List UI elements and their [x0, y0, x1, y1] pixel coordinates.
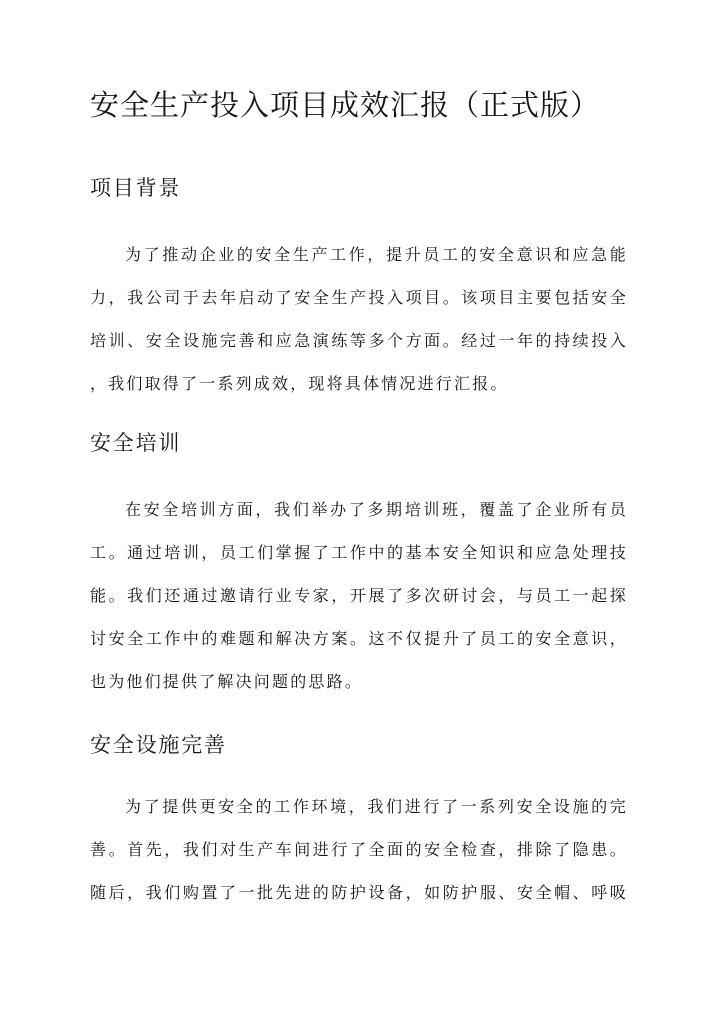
paragraph-safety-facilities	[90, 785, 628, 914]
paragraph-line: 培训、安全设施完善和应急演练等多个方面。经过一年的持续投入	[90, 331, 628, 350]
section-heading-safety-training: 安全培训	[90, 431, 182, 455]
paragraph-safety-training	[90, 488, 628, 703]
section-heading-safety-facilities: 安全设施完善	[90, 733, 227, 757]
paragraph-line: 能。我们还通过邀请行业专家，开展了多次研讨会，与员工一起探	[90, 586, 628, 605]
paragraph-line: 为了推动企业的安全生产工作，提升员工的安全意识和应急能	[125, 245, 628, 264]
section-heading-project-background: 项目背景	[90, 176, 182, 200]
paragraph-line: 工。通过培训，员工们掌握了工作中的基本安全知识和应急处理技	[90, 543, 628, 562]
paragraph-project-background	[90, 233, 628, 405]
paragraph-line: ，我们取得了一系列成效，现将具体情况进行汇报。	[90, 374, 509, 393]
paragraph-line: 也为他们提供了解决问题的思路。	[90, 672, 364, 691]
document-title: 安全生产投入项目成效汇报（正式版）	[90, 88, 601, 122]
paragraph-line: 讨安全工作中的难题和解决方案。这不仅提升了员工的安全意识，	[90, 629, 628, 648]
paragraph-line: 随后，我们购置了一批先进的防护设备，如防护服、安全帽、呼吸	[90, 883, 628, 902]
paragraph-line: 力，我公司于去年启动了安全生产投入项目。该项目主要包括安全	[90, 288, 628, 307]
paragraph-line: 为了提供更安全的工作环境，我们进行了一系列安全设施的完	[125, 797, 628, 816]
paragraph-line: 在安全培训方面，我们举办了多期培训班，覆盖了企业所有员	[125, 500, 628, 519]
paragraph-line: 善。首先，我们对生产车间进行了全面的安全检查，排除了隐患。	[90, 840, 628, 859]
